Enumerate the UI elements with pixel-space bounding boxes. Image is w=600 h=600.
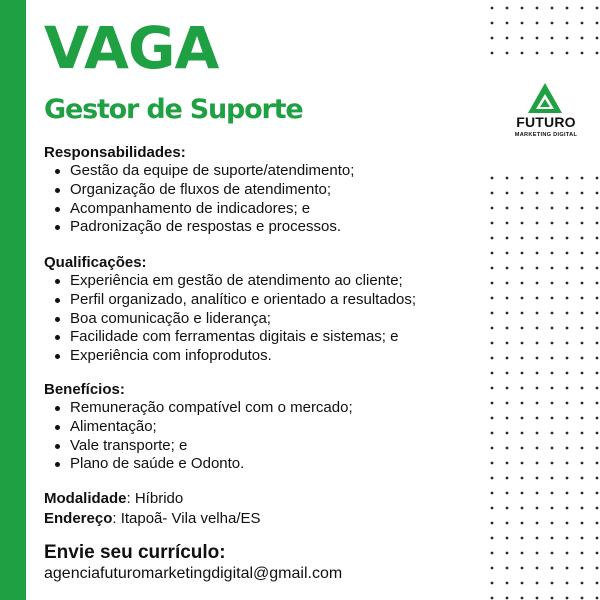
benefits-heading: Benefícios: xyxy=(44,381,125,398)
modality-value: : Híbrido xyxy=(126,490,184,507)
list-item: Plano de saúde e Odonto. xyxy=(44,455,484,474)
cta-heading: Envie seu currículo: xyxy=(44,542,226,563)
job-title: Gestor de Suporte xyxy=(44,94,303,125)
page-title: VAGA xyxy=(44,14,219,82)
contact-email: agenciafuturomarketingdigital@gmail.com xyxy=(44,565,343,582)
logo-tagline: MARKETING DIGITAL xyxy=(514,132,578,138)
list-item: Alimentação; xyxy=(44,418,484,437)
list-item: Experiência em gestão de atendimento ao cliente; xyxy=(44,272,484,291)
responsibilities-list xyxy=(44,162,484,237)
company-logo xyxy=(500,82,590,144)
qualifications-section xyxy=(44,254,484,366)
dot-pattern-bottom xyxy=(484,170,600,600)
futuro-triangle-logo-icon xyxy=(527,82,563,114)
list-item: Padronização de respostas e processos. xyxy=(44,218,484,237)
list-item: Perfil organizado, analítico e orientado a resultados; xyxy=(44,291,484,310)
list-item: Vale transporte; e xyxy=(44,437,484,456)
list-item: Gestão da equipe de suporte/atendimento; xyxy=(44,162,484,181)
qualifications-list xyxy=(44,272,484,366)
accent-bar xyxy=(0,0,26,600)
benefits-list xyxy=(44,399,484,474)
address-value: : Itapoã- Vila velha/ES xyxy=(112,510,261,527)
list-item: Organização de fluxos de atendimento; xyxy=(44,181,484,200)
responsibilities-heading: Responsabilidades: xyxy=(44,144,186,161)
logo-name: FUTURO xyxy=(516,114,576,130)
modality-line xyxy=(44,489,484,509)
modality-label: Modalidade xyxy=(44,490,127,507)
benefits-section xyxy=(44,381,484,474)
list-item: Facilidade com ferramentas digitais e sistemas; e xyxy=(44,328,484,347)
address-label: Endereço xyxy=(44,510,113,527)
responsibilities-section xyxy=(44,144,484,237)
qualifications-heading: Qualificações: xyxy=(44,254,147,271)
list-item: Boa comunicação e liderança; xyxy=(44,310,484,329)
list-item: Experiência com infoprodutos. xyxy=(44,347,484,366)
list-item: Remuneração compatível com o mercado; xyxy=(44,399,484,418)
list-item: Acompanhamento de indicadores; e xyxy=(44,200,484,219)
dot-pattern-top xyxy=(484,0,600,62)
address-line xyxy=(44,509,484,529)
